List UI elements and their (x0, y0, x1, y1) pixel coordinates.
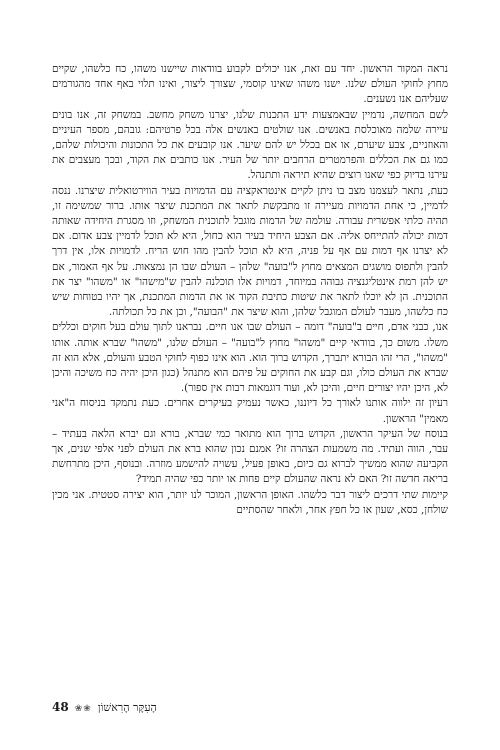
paragraph-1: נראה המקור הראשון. יחד עם זאת, אנו יכולים לקבוע בוודאות שיישנו משהו, כח כלשהו, שקיים מחוץ לחוקי העולם שלנו. ישנו משהו שאינו קוסמי, שצורך ליצור, ואינו תלוי באף אחד מהגורמים שעליהם אנו נשענים. (52, 63, 448, 106)
paragraph-7: קיימות שתי דרכים ליצור דבר כלשהו. האופן הראשון, המוכר לנו יותר, הוא יצירה סטטית. אני מכין שולחן, כסא, שעון או כל חפץ אחר, ולאחר שהסתיים (52, 488, 448, 516)
running-head: הָעִקָּר הָרִאשׁוֹן (97, 701, 157, 714)
paragraph-5: רעיון זה ילווה אותנו לאורך כל דיוננו, כאשר נעמיק בעיקרים אחרים. כעת נתמקד בניסוח ה"אני מאמין" הראשון. (52, 397, 448, 425)
page-number: 48 (52, 700, 69, 714)
paragraph-6: בנוסח של העיקר הראשון, הקדוש ברוך הוא מתואר כמי שברא, בורא וגם יברא הלאה בעתיד – עבר, הווה ועתיד. מה משמעות הצהרה זו? אמנם נכון שהוא ברא את העולם לפני אלפי שנים, אך הקביעה שהוא ממשיך לברוא גם כיום, באופן פעיל, עשויה להישמע מוזרה. ובנוסף, היכן מתרחשת בריאה חדשה זו? האם לא נראה שהעולם קיים פחות או יותר כפי שהיה תמיד? (52, 427, 448, 486)
paragraph-4: אנו, כבני אדם, חיים ב"בועה" דומה – העולם שבו אנו חיים. נבראנו לתוך עולם בעל חוקים וכללים משלו. משום כך, בוודאי קיים "משהו" מחוץ ל"בועה" – העולם שלנו, "משהו" שברא אותה. אותו "משהו", הרי זהו הבורא יתברך, הקדוש ברוך הוא. הוא אינו כפוף לחוקי הטבע והעולם, אלא הוא זה שברא את העולם כולו, וגם קבע את החוקים על פיהם הוא מתנהל (כגון היכן יהיה כח משיכה והיכן לא, היכן יהיו יצורים חיים, והיכן לא, ועוד דוגמאות רבות אין ספור). (52, 321, 448, 395)
paragraph-3: כעת, נתאר לעצמנו מצב בו ניתן לקיים אינטראקציה עם הדמויות בעיר הווירטואלית שיצרנו. ננסה לדמיין, כי אחת הדמויות מעיירה זו מתבקשת לתאר את המתכנת שיצר אותו. ברור שמשימה זו, תהיה כלתי אפשרית עבורה. עולמה של הדמות מוגבל לתוכנית המשחק, וזו מסגרת היחידה שאותה דמות יכולה להתייחס אליה. אם הצבע היחיד בעיר הוא כחול, היא לא תוכל לדמיין צבע אדום. אם לא יצרנו אף דמות עם אף על פניה, היא לא תוכל להבין מהו חוש הריח. לדמויות אלו, אין דרך להבין ולתפוס מושגים המצאים מחוץ ל"בועה" שלהן – העולם שבו הן נמצאות. על אף האמור, אם יש להן רמת אינטליגנציה גבוהה במיוחד, דמויות אלו תוכלנה להבין ש"מישהו" או "משהו" יצר את התוכנית. הן לא יוכלו לתאר את שיטות כתיבת הקוד או את הדמות המתכנת, אך יהיו בטוחות שיש כח כלשהו, מעבר לעולם המוגבל שלהן, והוא שיצר את "הבועה", וכן את כל תכולתה. (52, 184, 448, 319)
page-footer (52, 700, 448, 714)
paragraph-2: לשם המחשה, נדמיין שבאמצעות ידע התכנות שלנו, יצרנו משחק מחשב. במשחק זה, אנו בונים עיירה שלמה מאוכלסת באנשים. אנו שולטים באנשים אלה בכל פרטיהם: גובהם, מספר העיניים והאוזניים, צבע שיערם, או אם בכלל יש להם שיער. אנו קובעים את כל התכונות והיכולות שלהם, כמו גם את הכללים והפרמטרים הרחבים יותר של העיר. אנו כותבים את הקוד, ובכך מעצבים את עירנו בדיוק כפי שאנו רוצים שהיא תיראה ותתנהל. (52, 108, 448, 182)
flower-ornament-icon: ❀❀ (74, 704, 92, 714)
body-text (52, 62, 448, 518)
